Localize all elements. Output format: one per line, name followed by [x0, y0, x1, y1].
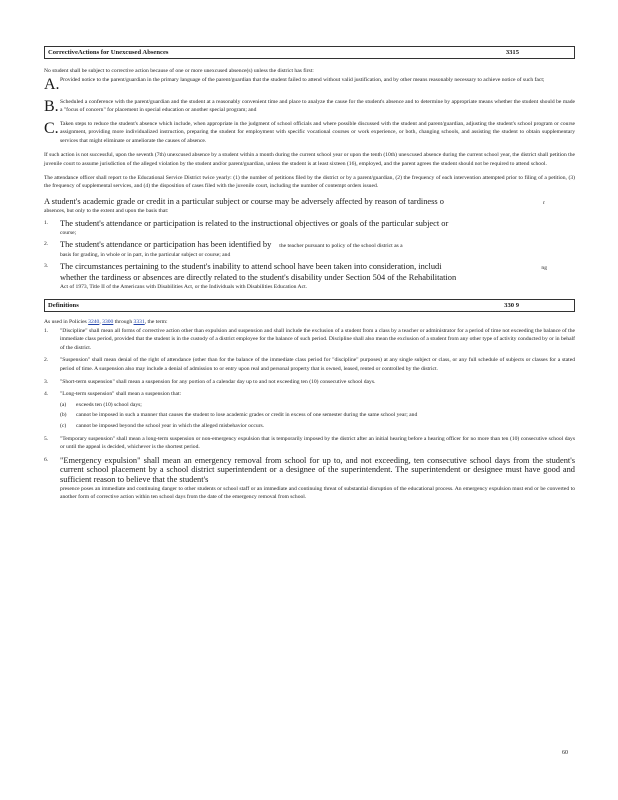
intro-text: As used in Policies: [44, 319, 87, 326]
list-item: 2. The student's attendance or participation has been identified by the teacher pursuant to policy of the school district as a basis for grading, in whole or in part, in the particular subject or course; and: [44, 240, 575, 259]
sub-item-text: cannot be imposed in such a manner that causes the student to lose academic grades or credit in excess of one semester during the same school year; and: [76, 412, 418, 419]
item-large-text: whether the tardiness or absences are directly related to the student's disability under Section 504 of the Rehabilitation: [60, 272, 457, 282]
definition-text: "Temporary suspension" shall mean a long-term suspension or non-emergency expulsion that is temporarily imposed by the district after an initial hearing before a hearing officer for no more than ten (10) consecutive school days or until the appeal is decided, whichever is the shortest period.: [60, 435, 575, 451]
sub-item: (c) cannot be imposed beyond the school year in which the alleged misbehavior occurs.: [44, 422, 575, 431]
paragraph-large-text: A student's academic grade or credit in a particular subject or course may be adversely affected by reason of tardiness o: [44, 196, 444, 206]
intro-paragraph: No student shall be subject to corrective action because of one or more unexcused absence(s) unless the district has first:: [44, 68, 314, 74]
definition-small-text: presence poses an immediate and continuing danger to other students or school staff or an immediate and continuing threat of substantial disruption of the educational process. An emergency expulsion must end or be converted to another form of corrective action within ten school days from the date of the emergency removal from school.: [60, 485, 575, 501]
paragraph-grade-impact: [44, 197, 575, 216]
page-number: 60: [562, 750, 568, 756]
sub-item-text: exceeds ten (10) school days;: [76, 401, 142, 408]
definition-text: "Short-term suspension" shall mean a suspension for any portion of a calendar day up to and not exceeding ten (10) consecutive school days.: [60, 378, 376, 385]
item-small-text: Act of 1973, Title II of the Americans with Disabilities Act, or the Individuals with Disabilities Education Act.: [60, 283, 308, 290]
item-small-text: the teacher pursuant to policy of the school district as a: [279, 243, 403, 250]
policy-link-3331[interactable]: 3331: [133, 319, 145, 326]
section-title: CorrectiveActions for Unexcused Absences: [48, 49, 169, 56]
item-large-text: The student's attendance or participation has been identified by: [60, 240, 272, 250]
list-item: 3. The circumstances pertaining to the student's inability to attend school have been taken into consideration, includi ng whether the tardiness or absences are directly related to the student's disability under Section 504 of the Rehabilitation Act of 1973, Title II of the Americans with Disabilities Act, or the Individuals with Disabilities Education Act.: [44, 262, 575, 291]
separator: ,: [99, 319, 101, 326]
item-marker: C.: [44, 119, 59, 137]
document-page: [44, 46, 575, 502]
definition-text: "Long-term suspension" shall mean a suspension that:: [60, 391, 182, 398]
item-text: Provided notice to the parent/guardian in the primary language of the parent/guardian that the student failed to attend without valid justification, and by other means reasonably necessary to achieve notice of such fact;: [60, 76, 545, 83]
sub-item: (a) exceeds ten (10) school days;: [44, 401, 575, 410]
paragraph-fragment: r: [543, 199, 545, 206]
paragraph-small-text: absences, but only to the extent and upon the basis that:: [44, 208, 169, 215]
item-small-text: basis for grading, in whole or in part, in the particular subject or course; and: [60, 251, 231, 258]
sub-item: (b) cannot be imposed in such a manner that causes the student to lose academic grades or credit in excess of one semester during the same school year; and: [44, 411, 575, 420]
item-large-text: The circumstances pertaining to the student's inability to attend school have been taken into consideration, includi: [60, 262, 442, 272]
intro-text: , the term:: [144, 319, 168, 326]
paragraph: If such action is not successful, upon the seventh (7th) unexcused absence by a student within a month during the current school year or upon the tenth (10th) unexcused absence during the current school year, the district shall petition the juvenile court to assume jurisdiction of the alleged violation by the student and/or parent/guardian, unless the student is at least sixteen (16), employed, and the parent agrees the student should not be required to attend school.: [44, 152, 575, 167]
policy-link-3300[interactable]: 3300: [102, 319, 114, 326]
list-item: [44, 120, 575, 146]
item-text: Taken steps to reduce the student's absence which include, when appropriate in the judgment of school officials and where possible discussed with the student and parent/guardian, adjusting the student's school program or course assignment, providing more individualized instruction, preparing the student for employment with specific vocational courses or work experience, or both, changing schools, and assisting the student to obtain supplementary services that might eliminate or ameliorate the causes of absence.: [60, 120, 575, 144]
section-header-corrective-actions: [44, 46, 575, 59]
intro-text: through: [114, 319, 133, 326]
item-text: Scheduled a conference with the parent/guardian and the student at a reasonably convenient time and place to analyze the cause for the student's absence and to determine by appropriate means whether the student should be made a "focus of concern" for placement in special education or another special program; and: [60, 98, 575, 114]
definition-item: 1. "Discipline" shall mean all forms of corrective action other than expulsion and suspension and shall include the exclusion of a student from a class by a teacher or administrator for a period of time not exceeding the balance of the immediate class period, provided that the student is in the custody of a district employee for the balance of such period. Discipline shall also mean the exclusion of a student from any other type of activity conducted by or in behalf of the district.: [44, 327, 575, 351]
item-marker: A.: [44, 75, 60, 93]
sub-item-text: cannot be imposed beyond the school year in which the alleged misbehavior occurs.: [76, 423, 265, 430]
paragraph: The attendance officer shall report to the Educational Service District twice yearly: (1) the number of petitions filed by the district or by a parent/guardian, (2) the frequency of each intervention attempted prior to filing of a petition, (3) the frequency of supplemental services, and (4) the disposition of cases filed with the juvenile court, including the number of contempt orders issued.: [44, 174, 575, 190]
policy-number: 330 9: [504, 302, 519, 310]
definitions-intro: [44, 318, 575, 327]
section-header-definitions: [44, 299, 575, 312]
list-item: 1. The student's attendance or participation is related to the instructional objectives or goals of the particular subject or course;: [44, 219, 575, 237]
list-item: [44, 98, 575, 116]
list-item: [44, 76, 575, 94]
definition-item: 2. "Suspension" shall mean denial of the right of attendance (other than for the balance of the immediate class period for "discipline" purposes) at any single subject or class, or any full schedule of subjects or classes for a stated period of time. A suspension also may include a denial of admission to or entry upon real and personal property that is owned, leased, rented or controlled by the district.: [44, 357, 575, 373]
definition-large-text: "Emergency expulsion" shall mean an emergency removal from school for up to, and not exceeding, ten consecutive school days from the student's current school placement by a school district superintendent or a designee of the superintendent. The superintendent or designee must have good and sufficient reason to believe that the student's: [60, 455, 575, 484]
definition-text: "Discipline" shall mean all forms of corrective action other than expulsion and suspension and shall include the exclusion of a student from a class by a teacher or administrator for a period of time not exceeding the balance of the immediate class period, provided that the student is in the custody of a district employee for the balance of such period. Discipline shall also mean the exclusion of a student from any other type of activity conducted by or in behalf of the district.: [60, 327, 575, 351]
item-marker: B.: [44, 97, 59, 115]
definition-item: 5. "Temporary suspension" shall mean a long-term suspension or non-emergency expulsion that is temporarily imposed by the district after an initial hearing before a hearing officer for no more than ten (10) consecutive school days or until the appeal is decided, whichever is the shortest period.: [44, 435, 575, 451]
item-large-text: The student's attendance or participation is related to the instructional objectives or goals of the particular subject or: [60, 218, 449, 228]
definition-text: "Suspension" shall mean denial of the right of attendance (other than for the balance of the immediate class period for "discipline" purposes) at any single subject or class, or any full schedule of subjects or classes for a stated period of time. A suspension also may include a denial of admission to or entry upon real and personal property that is owned, leased, rented or controlled by the district.: [60, 357, 575, 373]
section-title: Definitions: [48, 302, 79, 310]
policy-number: 3315: [505, 49, 519, 56]
definition-item: 4. "Long-term suspension" shall mean a suspension that:: [44, 390, 575, 399]
definition-item: 6. "Emergency expulsion" shall mean an emergency removal from school for up to, and not exceeding, ten consecutive school days from the student's current school placement by a school district superintendent or a designee of the superintendent. The superintendent or designee must have good and sufficient reason to believe that the student's presence poses an immediate and continuing danger to other students or school staff or an immediate and continuing threat of substantial disruption of the educational process. An emergency expulsion must end or be converted to another form of corrective action within ten school days from the date of the emergency removal from school.: [44, 455, 575, 501]
policy-link-3240[interactable]: 3240: [88, 319, 100, 326]
definition-item: 3. "Short-term suspension" shall mean a suspension for any portion of a calendar day up to and not exceeding ten (10) consecutive school days.: [44, 378, 575, 387]
item-small-text: course;: [60, 229, 77, 236]
item-fragment: ng: [541, 265, 547, 272]
